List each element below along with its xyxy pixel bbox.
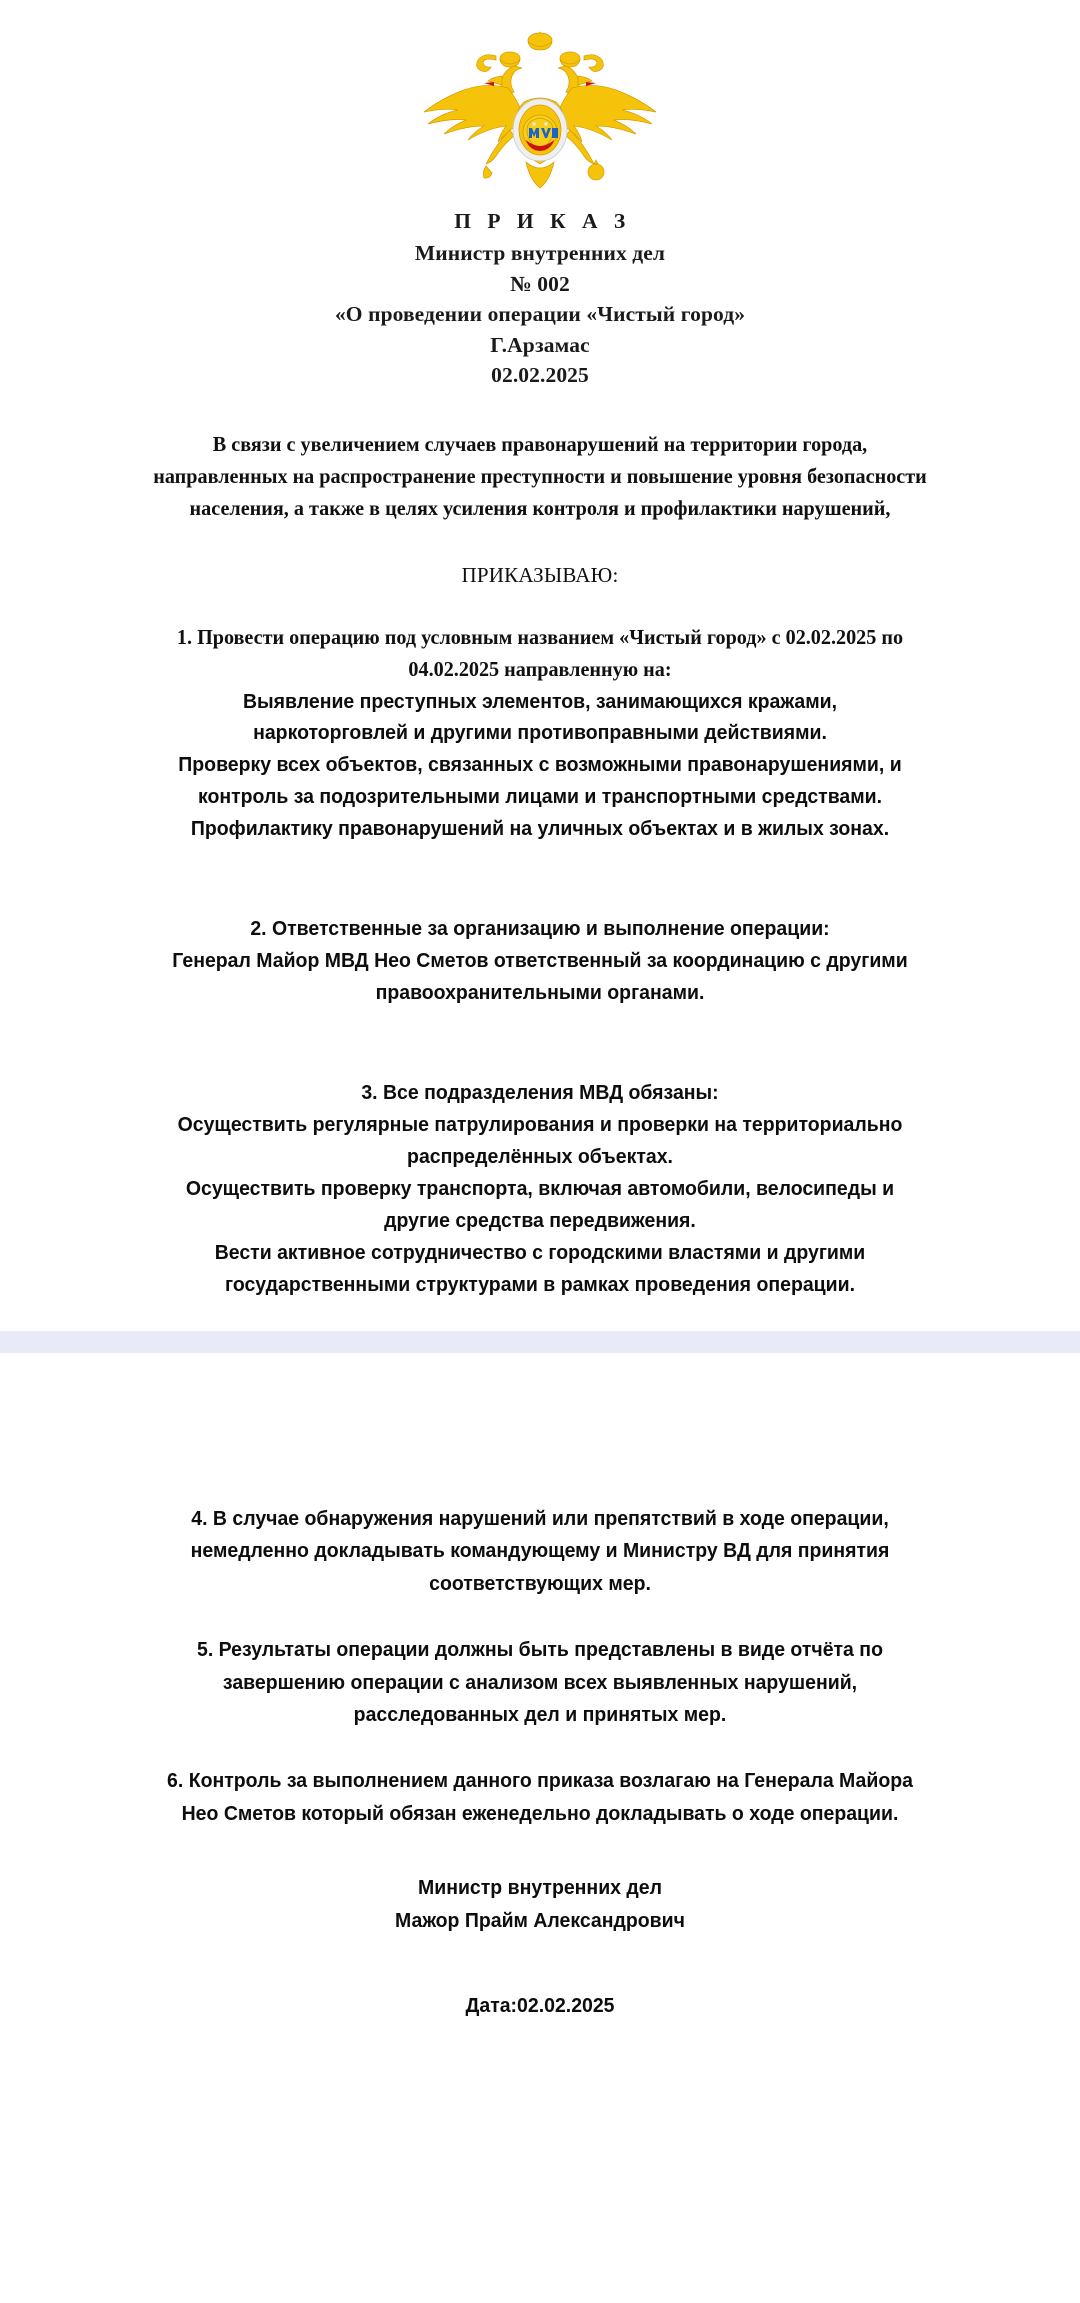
section-2-body-line: правоохранительными органами. [375,981,705,1005]
section-5-body-line: 5. Результаты операции должны быть представлены в виде отчёта по [197,1638,883,1662]
order-number: № 002 [510,271,570,296]
section-1-heading [83,622,997,686]
section-3-body-line: Вести активное сотрудничество с городскими властями и другими [214,1241,866,1265]
mvd-double-headed-eagle-emblem [390,26,690,194]
section-6-body-line: Нео Сметов который обязан еженедельно докладывать о ходе операции. [181,1801,899,1825]
document-header [0,204,1080,391]
order-verb: ПРИКАЗЫВАЮ: [461,562,619,587]
issuing-date: 02.02.2025 [491,363,589,388]
section-5 [88,1634,992,1731]
signature-name: Мажор Прайм Александрович [395,1908,685,1932]
section-5-body-line: завершению операции с анализом всех выявленных нарушений, [222,1670,858,1694]
preamble-line: направленных на распространение преступности и повышение уровня безопасности [153,463,927,488]
section-2-body-line: Генерал Майор МВД Нео Сметов ответственный за координацию с другими [172,949,908,973]
section-2-body [88,945,992,1009]
page-title: П Р И К А З [454,209,631,233]
section-1-body-line: Проверку всех объектов, связанных с возможными правонарушениями, и [178,753,902,777]
page-break-separator [0,1331,1080,1353]
section-4-body-line: соответствующих мер. [429,1571,651,1595]
section-2 [64,913,1016,1009]
issuing-city: Г.Арзамас [490,332,590,357]
section-3-heading-line: 3. Все подразделения МВД обязаны: [361,1081,719,1105]
section-1-heading-line: 04.02.2025 направленную на: [408,656,672,681]
section-1-heading-line: 1. Провести операцию под условным названием «Чистый город» с 02.02.2025 по [176,624,904,649]
section-4-body-line: немедленно докладывать командующему и Министру ВД для принятия [190,1539,890,1563]
document-page-2 [0,1353,1080,2303]
section-3-body-line: государственными структурами в рамках проведения операции. [224,1273,855,1297]
section-1-body [88,686,992,846]
spacer [64,1731,1016,1765]
section-3-body-line: распределённых объектах. [407,1145,673,1169]
preamble-paragraph [83,429,997,525]
document-body-page-2 [0,1503,1080,2018]
section-6-body-line: 6. Контроль за выполнением данного приказа возлагаю на Генерала Майора [167,1769,913,1793]
section-1 [64,622,1016,846]
order-subject: «О проведении операции «Чистый город» [334,302,746,327]
section-3-heading [88,1077,992,1109]
section-6 [88,1765,992,1830]
section-1-body-line: наркоторговлей и другими противоправными действиями. [253,721,827,745]
section-2-heading-line: 2. Ответственные за организацию и выполнение операции: [250,917,830,941]
issuing-authority: Министр внутренних дел [414,241,666,266]
spacer [64,845,1016,879]
section-4-body-line: 4. В случае обнаружения нарушений или препятствий в ходе операции, [191,1507,889,1531]
section-3-body-line: Осуществить проверку транспорта, включая автомобили, велосипеды и [185,1177,895,1201]
spacer [64,1600,1016,1634]
preamble-line: населения, а также в целях усиления контроля и профилактики нарушений, [189,495,891,520]
preamble-line: В связи с увеличением случаев правонарушений на территории города, [212,431,868,456]
section-4 [88,1503,992,1600]
section-3-body-line: другие средства передвижения. [384,1209,696,1233]
document-body-page-1 [0,429,1080,1301]
section-3 [64,1077,1016,1301]
section-1-body-line: Профилактику правонарушений на уличных объектах и в жилых зонах. [190,817,890,841]
section-5-body-line: расследованных дел и принятых мер. [353,1702,727,1726]
section-3-body [88,1109,992,1301]
section-1-body-line: контроль за подозрительными лицами и транспортными средствами. [197,785,883,809]
section-3-body-line: Осуществить регулярные патрулирования и проверки на территориально [177,1113,903,1137]
signature-title: Министр внутренних дел [417,1876,662,1900]
spacer [64,1009,1016,1043]
section-1-body-line: Выявление преступных элементов, занимающихся кражами, [242,689,838,713]
signature-block [88,1872,992,1938]
footer-date: Дата:02.02.2025 [465,1993,615,2017]
emblem-container [0,0,1080,200]
section-2-heading [88,913,992,945]
